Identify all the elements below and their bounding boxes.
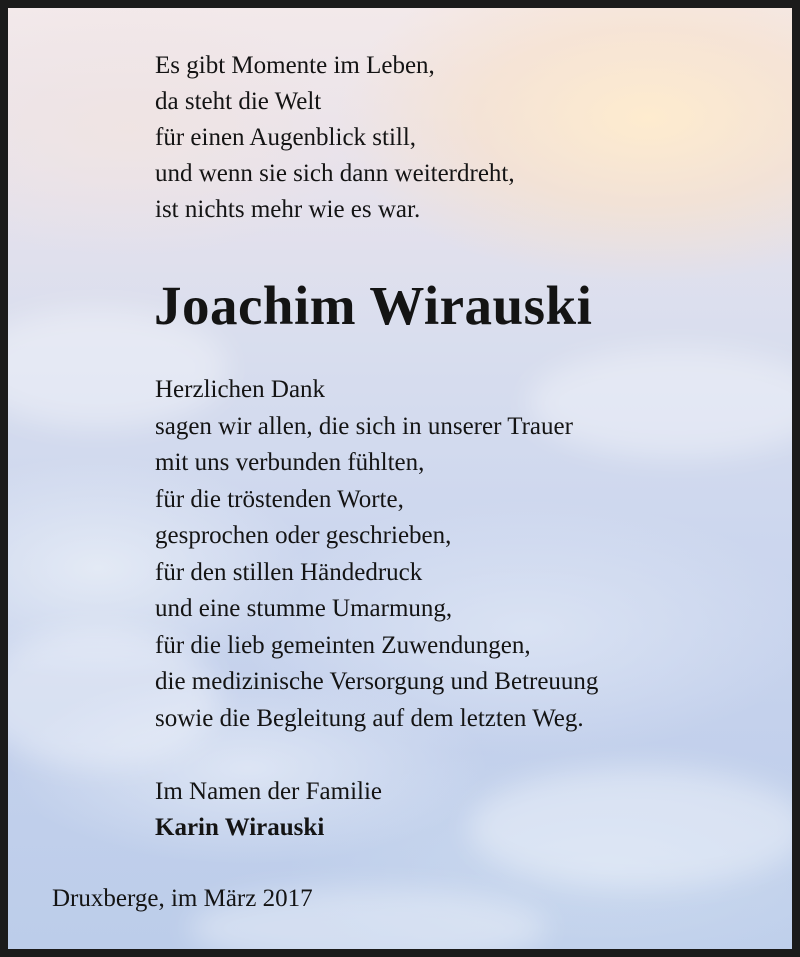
thanks-line: für die lieb gemeinten Zuwendungen,: [155, 631, 531, 659]
poem-line: ist nichts mehr wie es war.: [155, 196, 421, 223]
thanks-line: gesprochen oder geschrieben,: [155, 522, 452, 549]
thanks-line: und eine stumme Umarmung,: [155, 595, 453, 622]
poem-line: da steht die Welt: [155, 88, 322, 115]
thanks-line: Herzlichen Dank: [155, 376, 326, 403]
cloud-decoration: [468, 768, 800, 888]
thanks-line: mit uns verbunden fühlten,: [155, 449, 425, 476]
deceased-name: Joachim Wirauski: [154, 275, 593, 336]
thanks-line: sowie die Begleitung auf dem letzten Weg.: [155, 704, 584, 732]
signer-name: Karin Wirauski: [155, 814, 325, 841]
thanks-block: [155, 372, 598, 737]
thanks-line: für den stillen Händedruck: [155, 558, 423, 586]
poem-line: und wenn sie sich dann weiterdreht,: [155, 160, 515, 187]
poem-line: für einen Augenblick still,: [155, 124, 417, 151]
thanks-line: die medizinische Versorgung und Betreuung: [155, 668, 599, 695]
family-intro: Im Namen der Familie: [155, 778, 383, 805]
family-signature: [155, 774, 382, 846]
poem-line: Es gibt Momente im Leben,: [155, 52, 435, 79]
poem-block: [155, 48, 515, 228]
place-date: Druxberge, im März 2017: [52, 885, 313, 912]
thanks-line: für die tröstenden Worte,: [155, 485, 404, 513]
thanks-line: sagen wir allen, die sich in unserer Trauer: [155, 412, 573, 440]
